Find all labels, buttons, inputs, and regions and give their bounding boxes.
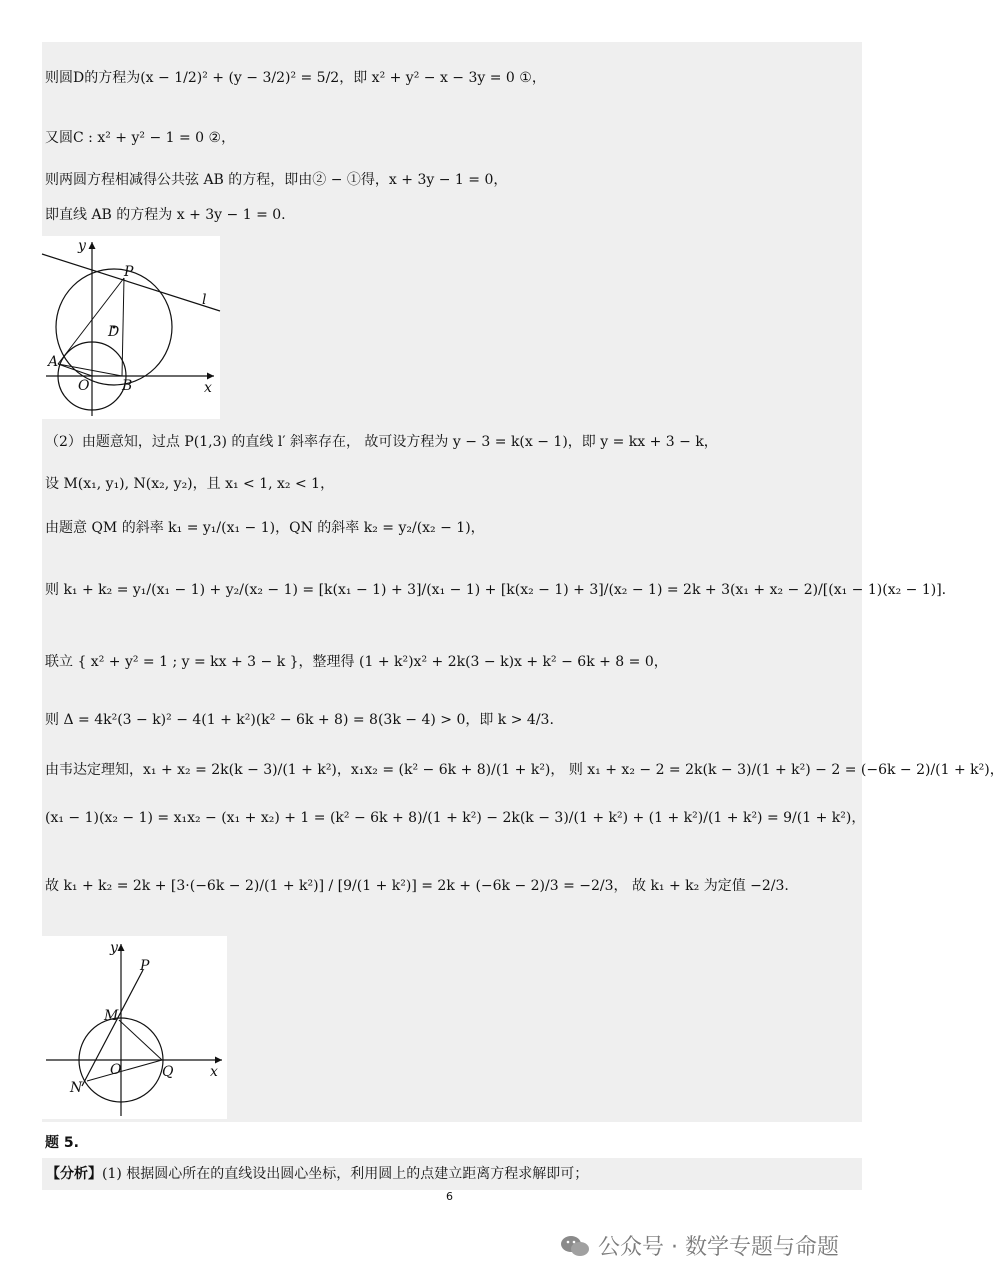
- sum-of-slopes: 则 k₁ + k₂ = y₁/(x₁ − 1) + y₂/(x₂ − 1) = [k(x₁ − 1) + 3]/(x₁ − 1) + [k(x₂ − 1) + 3]/(x₂ − 1) = 2k + 3(x₁ + x₂ − 2)/[(x₁ − 1)(x₂ − 1)].: [45, 582, 947, 598]
- wechat-icon: [560, 1234, 590, 1258]
- common-chord-step: 则两圆方程相减得公共弦 AB 的方程，即由② − ①得，x + 3y − 1 = 0，: [45, 172, 508, 188]
- product-expansion: (x₁ − 1)(x₂ − 1) = x₁x₂ − (x₁ + x₂) + 1 = (k² − 6k + 8)/(1 + k²) − 2k(k − 3)/(1 + k²) + (1 + k²)/(1 + k²) = 9/(1 + k²)，: [45, 810, 866, 826]
- fig1-label-x: x: [204, 380, 212, 396]
- page-number: 6: [446, 1190, 453, 1203]
- discriminant: 则 Δ = 4k²(3 − k)² − 4(1 + k²)(k² − 6k + 8) = 8(3k − 4) > 0，即 k > 4/3.: [45, 712, 554, 728]
- system-of-equations: 联立 { x² + y² = 1 ; y = kx + 3 − k }，整理得 (1 + k²)x² + 2k(3 − k)x + k² − 6k + 8 = 0，: [45, 654, 668, 670]
- fig2-label-n: N: [70, 1080, 83, 1096]
- watermark: [560, 1230, 839, 1261]
- line-ab-equation: 即直线 AB 的方程为 x + 3y − 1 = 0.: [45, 207, 286, 223]
- vieta-relations: 由韦达定理知，x₁ + x₂ = 2k(k − 3)/(1 + k²)，x₁x₂ = (k² − 6k + 8)/(1 + k²)， 则 x₁ + x₂ − 2 = 2k(k − 3)/(1 + k²) − 2 = (−6k − 2)/(1 + k²)，: [45, 762, 1004, 778]
- watermark-text: 公众号 · 数学专题与命题: [598, 1235, 839, 1260]
- fig2-label-x: x: [210, 1064, 218, 1080]
- equation-circle-d: 则圆D的方程为(x − 1/2)² + (y − 3/2)² = 5/2，即 x² + y² − x − 3y = 0 ①，: [45, 70, 546, 86]
- figure-2: [42, 936, 227, 1119]
- fig1-label-b: B: [122, 378, 133, 394]
- points-mn: 设 M(x₁, y₁), N(x₂, y₂)，且 x₁ < 1, x₂ < 1，: [45, 476, 335, 492]
- slopes-k1-k2: 由题意 QM 的斜率 k₁ = y₁/(x₁ − 1)，QN 的斜率 k₂ = y₂/(x₂ − 1)，: [45, 520, 485, 536]
- equation-circle-c: 又圆C : x² + y² − 1 = 0 ②，: [45, 130, 236, 146]
- fig2-label-y: y: [110, 940, 118, 956]
- fig1-label-y: y: [78, 238, 86, 254]
- fig2-label-m: M: [104, 1008, 119, 1024]
- analysis-text: (1) 根据圆心所在的直线设出圆心坐标，利用圆上的点建立距离方程求解即可；: [102, 1166, 589, 1182]
- problem-5-title: 题 5.: [45, 1135, 79, 1151]
- fig2-label-p: P: [140, 958, 150, 974]
- fig1-label-l: l: [202, 292, 207, 308]
- final-conclusion: 故 k₁ + k₂ = 2k + [3·(−6k − 2)/(1 + k²)] / [9/(1 + k²)] = 2k + (−6k − 2)/3 = −2/3， 故 k₁ + k₂ 为定值 −2/3.: [45, 878, 789, 894]
- fig1-label-o: O: [78, 378, 90, 394]
- fig1-label-a: A: [48, 354, 59, 370]
- part2-setup: （2）由题意知，过点 P(1,3) 的直线 l′ 斜率存在， 故可设方程为 y − 3 = k(x − 1)，即 y = kx + 3 − k，: [45, 434, 718, 450]
- figure-1: [42, 236, 220, 419]
- fig2-label-o: O: [110, 1062, 122, 1078]
- analysis-tag: 【分析】: [46, 1166, 102, 1182]
- analysis-section: [42, 1158, 862, 1190]
- fig1-label-d: D: [108, 324, 120, 340]
- fig1-label-p: P: [124, 264, 134, 280]
- fig2-label-q: Q: [162, 1064, 174, 1080]
